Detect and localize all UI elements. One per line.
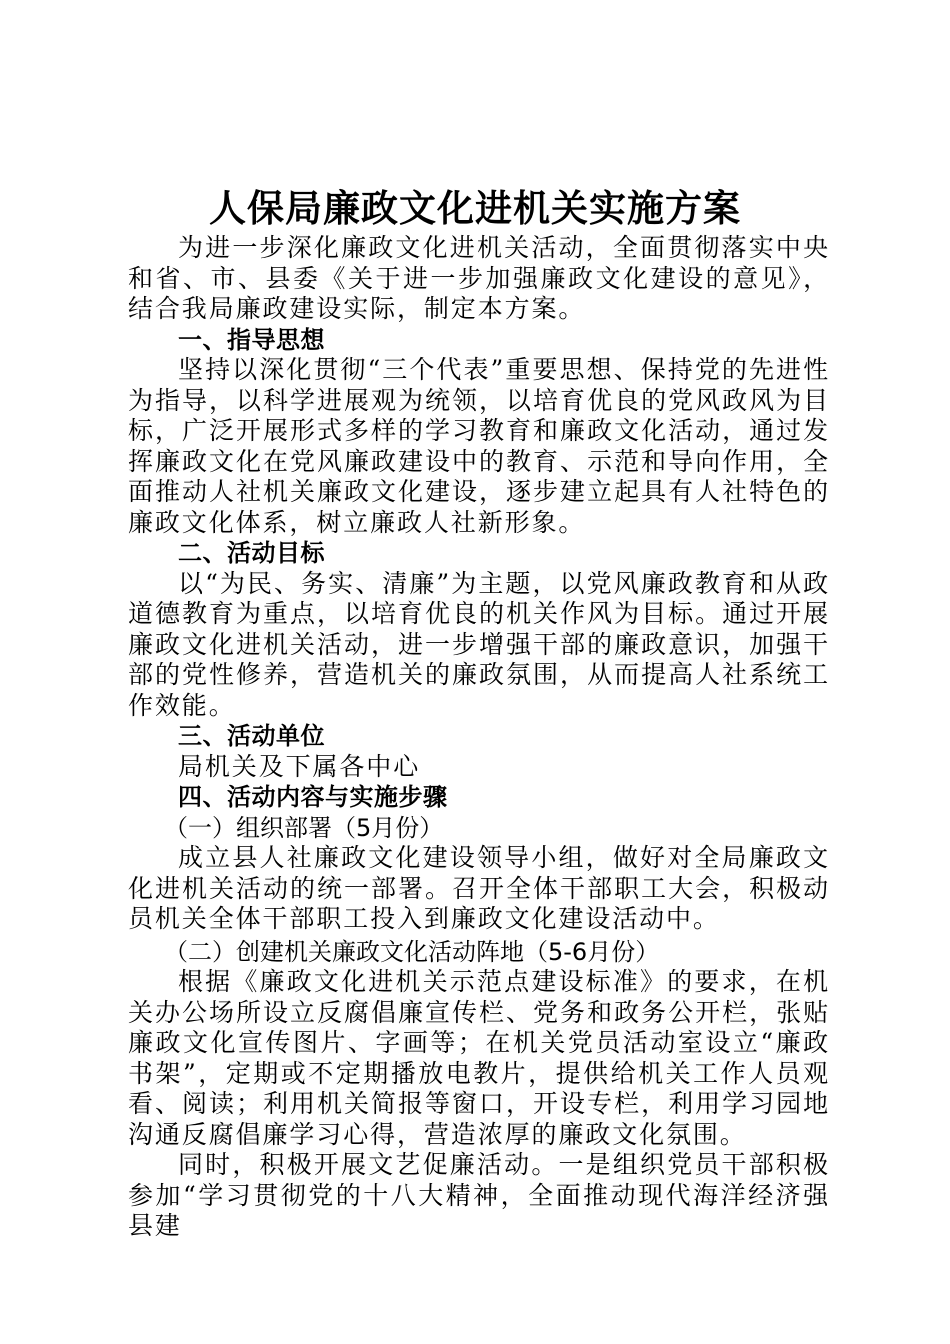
section-heading-activity-units: 三、活动单位: [178, 722, 325, 750]
subsection-text-activity-base: 根据《廉政文化进机关示范点建设标准》的要求，在机关办公场所设立反腐倡廉宣传栏、党务和政务公开栏，张贴廉政文化宣传图片、字画等；在机关党员活动室设立“廉政书架”，定期或不定期播放电教片，提供给机关工作人员观看、阅读；利用机关简报等窗口，开设专栏，利用学习园地沟通反腐倡廉学习心得，营造浓厚的廉政文化氛围。: [128, 967, 830, 1149]
subsection-text-organization: 成立县人社廉政文化建设领导小组，做好对全局廉政文化进机关活动的统一部署。召开全体干部职工大会，积极动员机关全体干部职工投入到廉政文化建设活动中。: [128, 843, 830, 933]
section-text-activity-units: 局机关及下属各中心: [178, 751, 421, 781]
section-text-activity-goals: 以“为民、务实、清廉”为主题，以党风廉政教育和从政道德教育为重点，以培育优良的机关作风为目标。通过开展廉政文化进机关活动，进一步增强干部的廉政意识，加强干部的党性修养，营造机关的廉政氛围，从而提高人社系统工作效能。: [128, 568, 830, 720]
section-text-guiding-ideology: 坚持以深化贯彻“三个代表”重要思想、保持党的先进性为指导，以科学进展观为统领，以培育优良的党风政风为目标，广泛开展形式多样的学习教育和廉政文化活动，通过发挥廉政文化在党风廉政建设中的教育、示范和导向作用，全面推动人社机关廉政文化建设，逐步建立起具有人社特色的廉政文化体系，树立廉政人社新形象。: [128, 355, 830, 537]
intro-paragraph: 为进一步深化廉政文化进机关活动，全面贯彻落实中央和省、市、县委《关于进一步加强廉政文化建设的意见》，结合我局廉政建设实际，制定本方案。: [128, 233, 830, 323]
document-body: [128, 233, 830, 1242]
subsection-heading-organization: （一）组织部署（5月份）: [164, 813, 444, 842]
subsection-text-arts-activity: 同时，积极开展文艺促廉活动。一是组织党员干部积极参加“学习贯彻党的十八大精神，全面推动现代海洋经济强县建: [128, 1150, 830, 1240]
subsection-heading-activity-base: （二）创建机关廉政文化活动阵地（5-6月份）: [164, 937, 660, 966]
section-heading-content-steps: 四、活动内容与实施步骤: [178, 783, 448, 811]
section-heading-guiding-ideology: 一、指导思想: [178, 325, 325, 354]
section-heading-activity-goals: 二、活动目标: [178, 539, 325, 567]
document-title: 人保局廉政文化进机关实施方案: [209, 186, 741, 230]
